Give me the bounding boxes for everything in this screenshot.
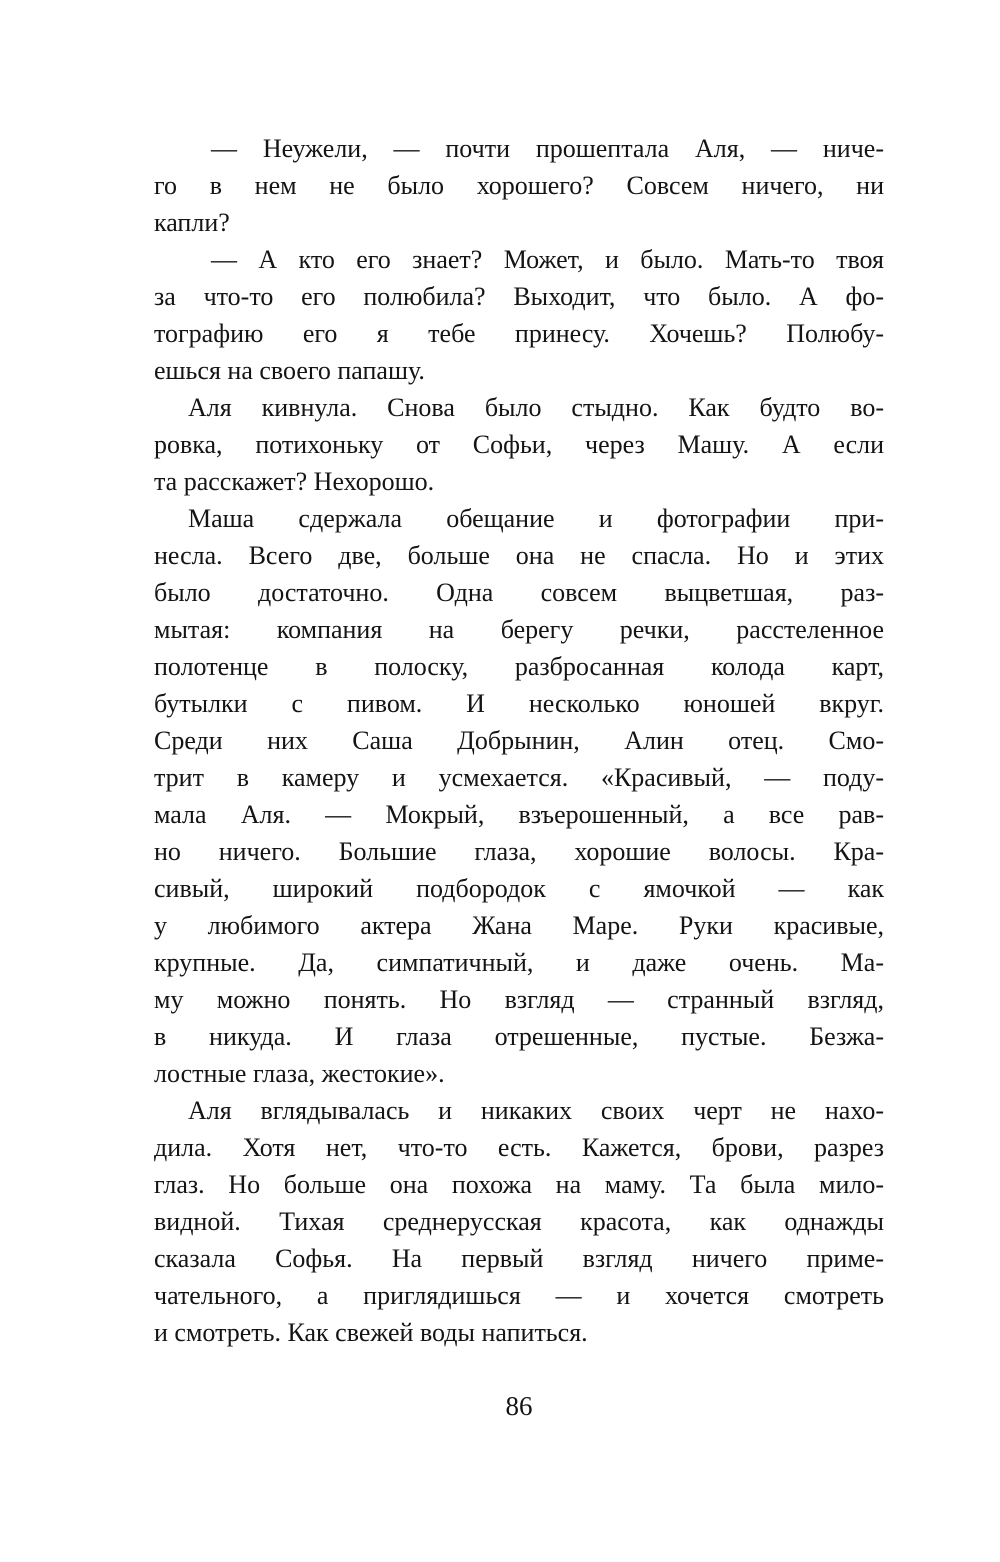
paragraph [154, 130, 884, 241]
paragraph [154, 1092, 884, 1351]
text-line: ровка, потихоньку от Софьи, через Машу. А если [154, 430, 884, 459]
text-line: у любимого актера Жана Маре. Руки красивые, [154, 911, 884, 940]
text-line: капли? [154, 208, 230, 237]
text-line: в никуда. И глаза отрешенные, пустые. Безжа- [154, 1022, 884, 1051]
text-line: мытая: компания на берегу речки, расстеленное [154, 615, 884, 644]
text-line: лостные глаза, жестокие». [154, 1059, 445, 1088]
text-line: но ничего. Большие глаза, хорошие волосы. Кра- [154, 837, 884, 866]
paragraph [154, 500, 884, 1092]
text-block [154, 130, 884, 1351]
text-line: дила. Хотя нет, что-то есть. Кажется, брови, разрез [154, 1133, 884, 1162]
text-line: — А кто его знает? Может, и было. Мать-то твоя [211, 245, 884, 274]
text-line: Аля кивнула. Снова было стыдно. Как будто во- [188, 393, 884, 422]
text-line: му можно понять. Но взгляд — странный взгляд, [154, 985, 884, 1014]
text-line: ешься на своего папашу. [154, 356, 425, 385]
text-line: тографию его я тебе принесу. Хочешь? Полюбу- [154, 319, 884, 348]
text-line: сказала Софья. На первый взгляд ничего приме- [154, 1244, 884, 1273]
text-line: — Неужели, — почти прошептала Аля, — ниче- [211, 134, 884, 163]
text-line: чательного, а приглядишься — и хочется смотреть [154, 1281, 884, 1310]
text-line: трит в камеру и усмехается. «Красивый, — поду- [154, 763, 884, 792]
text-line: крупные. Да, симпатичный, и даже очень. Ма- [154, 948, 884, 977]
text-line: за что-то его полюбила? Выходит, что было. А фо- [154, 282, 884, 311]
paragraph [154, 241, 884, 389]
text-line: мала Аля. — Мокрый, взъерошенный, а все рав- [154, 800, 884, 829]
paragraph [154, 389, 884, 500]
text-line: та расскажет? Нехорошо. [154, 467, 435, 496]
text-line: полотенце в полоску, разбросанная колода карт, [154, 652, 884, 681]
text-line: и смотреть. Как свежей воды напиться. [154, 1318, 588, 1347]
text-line: го в нем не было хорошего? Совсем ничего, ни [154, 171, 884, 200]
text-line: несла. Всего две, больше она не спасла. Но и этих [154, 541, 884, 570]
text-line: сивый, широкий подбородок с ямочкой — как [154, 874, 884, 903]
page-number: 86 [505, 1391, 533, 1421]
text-line: было достаточно. Одна совсем выцветшая, раз- [154, 578, 884, 607]
text-line: бутылки с пивом. И несколько юношей вкруг. [154, 689, 884, 718]
text-line: Маша сдержала обещание и фотографии при- [188, 504, 884, 533]
text-line: видной. Тихая среднерусская красота, как однажды [154, 1207, 884, 1236]
text-line: Аля вглядывалась и никаких своих черт не нахо- [188, 1096, 884, 1125]
text-line: Среди них Саша Добрынин, Алин отец. Смо- [154, 726, 884, 755]
text-line: глаз. Но больше она похожа на маму. Та была мило- [154, 1170, 884, 1199]
